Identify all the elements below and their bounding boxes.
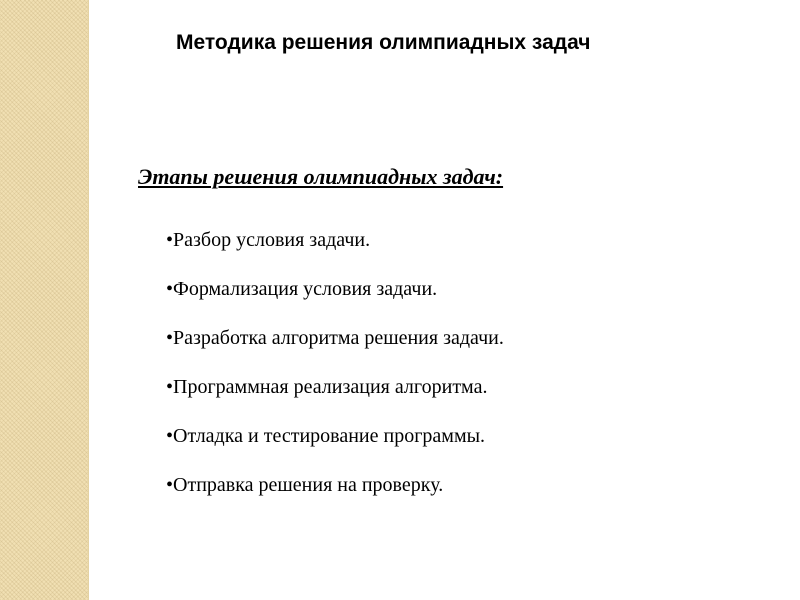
step-text: Отладка и тестирование программы. bbox=[173, 425, 486, 447]
step-item bbox=[166, 376, 504, 399]
bullet-glyph: • bbox=[166, 327, 174, 349]
step-text: Программная реализация алгоритма. bbox=[173, 376, 488, 398]
decorative-side-band bbox=[0, 0, 89, 600]
step-text: Формализация условия задачи. bbox=[173, 278, 438, 300]
step-item bbox=[166, 425, 504, 448]
bullet-glyph: • bbox=[166, 425, 174, 447]
step-item bbox=[166, 278, 504, 301]
step-text: Разработка алгоритма решения задачи. bbox=[173, 327, 504, 349]
step-text: Разбор условия задачи. bbox=[173, 229, 371, 251]
bullet-glyph: • bbox=[166, 278, 174, 300]
section-subtitle: Этапы решения олимпиадных задач: bbox=[138, 164, 504, 189]
steps-list bbox=[166, 229, 504, 523]
bullet-glyph: • bbox=[166, 474, 174, 496]
bullet-glyph: • bbox=[166, 229, 174, 251]
slide-title: Методика решения олимпиадных задач bbox=[176, 31, 591, 54]
step-text: Отправка решения на проверку. bbox=[173, 474, 444, 496]
step-item bbox=[166, 229, 504, 252]
step-item bbox=[166, 327, 504, 350]
step-item bbox=[166, 474, 504, 497]
bullet-glyph: • bbox=[166, 376, 174, 398]
